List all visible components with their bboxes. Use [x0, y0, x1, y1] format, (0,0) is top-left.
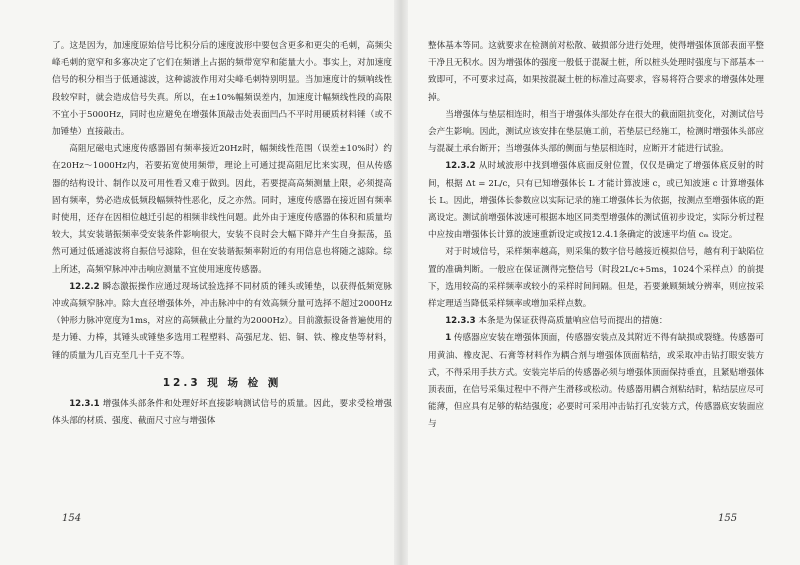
- clause-number: 12.2.2: [69, 281, 100, 292]
- clause-text: 瞬态激振操作应通过现场试验选择不同材质的锤头或锤垫，以获得低频宽脉冲或高频窄脉冲。除大直径增强体外，冲击脉冲中的有效高频分量可选择不超过2000Hz（钟形力脉冲宽度为1ms，对应的高频截止分量约为2000Hz）。目前激振设备普遍使用的是力锤、力棒，其锤头或锤垫多选用工程塑料、高强尼龙、铝、铜、铁、橡皮垫等材料，锤的质量为几百克至几十千克不等。: [52, 281, 392, 361]
- page-number-left: 154: [62, 513, 82, 524]
- right-page: [428, 38, 764, 434]
- list-item-1: [428, 330, 764, 433]
- clause-12-3-3: [428, 313, 764, 330]
- page-number-right: 155: [718, 513, 738, 524]
- paragraph: 高阻尼磁电式速度传感器固有频率接近20Hz时，幅频线性范围（误差±10%时）约在20Hz～1000Hz内，若要拓宽使用频带，理论上可通过提高阻尼比来实现，但从传感器的结构设计、制作以及可用性看又难于做到。因此，若要提高高频测量上限，必须提高固有频率，势必造成低频段幅频特性恶化，反之亦然。同时，速度传感器在接近固有频率时使用，还存在因相位越迁引起的相频非线性问题。此外由于速度传感器的体积和质量均较大，其安装谐振频率受安装条件影响很大，安装不良时会大幅下降并产生自身振荡，虽然可通过低通滤波将自振信号滤除，但在安装谐振频率附近的有用信息也将随之滤除。综上所述，高频窄脉冲冲击响应测量不宜使用速度传感器。: [52, 144, 392, 275]
- clause-text: 从时域波形中找到增强体底面反射位置，仅仅是确定了增强体底反射的时间，根据 Δt = 2L/c，只有已知增强体长 L 才能计算波速 c，或已知波速 c 计算增强体长 L。因此，增强体长参数应以实际记录的施工增强体长为依据，按测点至增强体底的距离设定。测试前增强体波速可根据本地区同类型增强体的测试值初步设定，实际分析过程中应按由增强体长计算的波速重新设定或按12.4.1条确定的波速平均值 cₘ 设定。: [428, 161, 764, 241]
- section-title: 12.3 现 场 检 测: [162, 376, 282, 389]
- book-gutter: [394, 0, 408, 565]
- paragraph: 了。这是因为，加速度原始信号比积分后的速度波形中要包含更多和更尖的毛刺，高频尖峰毛刺的宽窄和多寡决定了它们在频谱上占据的频带宽窄和能量大小。事实上，对加速度信号的积分相当于低通滤波，这种滤波作用对尖峰毛刺特别明显。当加速度计的频响线性段较窄时，就会造成信号失真。所以，在±10%幅频误差内，加速度计幅频线性段的高限不宜小于5000Hz，同时也应避免在增强体顶敲击处表面凹凸不平时用硬质材料锤（或不加锤垫）直接敲击。: [52, 41, 392, 138]
- clause-text: 本条是为保证获得高质量响应信号而提出的措施：: [478, 316, 668, 327]
- clause-number: 12.3.3: [445, 316, 476, 327]
- clause-number: 12.3.1: [69, 398, 100, 409]
- clause-12-3-1: [52, 396, 392, 430]
- clause-number: 12.3.2: [445, 161, 476, 172]
- clause-12-2-2: [52, 279, 392, 365]
- item-number: 1: [445, 333, 452, 344]
- paragraph: 对于时域信号，采样频率越高，则采集的数字信号越接近模拟信号，越有利于缺陷位置的准确判断。一般应在保证测得完整信号（时段2L/c+5ms，1024个采样点）的前提下，选用较高的采样频率或较小的采样时间间隔。但是，若要兼顾频域分辨率，则应按采样定理适当降低采样频率或增加采样点数。: [428, 247, 764, 310]
- left-page: [52, 38, 392, 430]
- clause-text: 增强体头部条件和处理好坏直接影响测试信号的质量。因此，要求受检增强体头部的材质、强度、截面尺寸应与增强体: [52, 398, 392, 427]
- item-text: 传感器应安装在增强体顶面，传感器安装点及其附近不得有缺损或裂缝。传感器可用黄油、橡皮泥、石膏等材料作为耦合剂与增强体顶面粘结，或采取冲击钻打眼安装方式，不得采用手扶方式。安装完毕后的传感器必须与增强体顶面保持垂直，且紧贴增强体顶表面，在信号采集过程中不得产生滑移或松动。传感器用耦合剂粘结时，粘结层应尽可能薄，但应具有足够的粘结强度；必要时可采用冲击钻打孔安装方式，传感器底安装面应与: [428, 333, 764, 430]
- paragraph: 当增强体与垫层相连时，相当于增强体头部处存在很大的截面阻抗变化，对测试信号会产生影响。因此，测试应该安排在垫层施工前，若垫层已经施工，检测时增强体头部应与混凝土承台断开；当增强体头部的侧面与垫层相连时，应断开才能进行试验。: [428, 109, 764, 155]
- clause-12-3-2: [428, 158, 764, 244]
- paragraph: 整体基本等同。这就要求在检测前对松散、破损部分进行处理，使得增强体顶部表面平整干净且无积水。因为增强体的强度一般低于混凝土桩，所以桩头处理时强度与下部基本一致即可，不可要求过高，如果按混凝土桩的标准过高要求，容易将符合要求的增强体处理掉。: [428, 41, 764, 103]
